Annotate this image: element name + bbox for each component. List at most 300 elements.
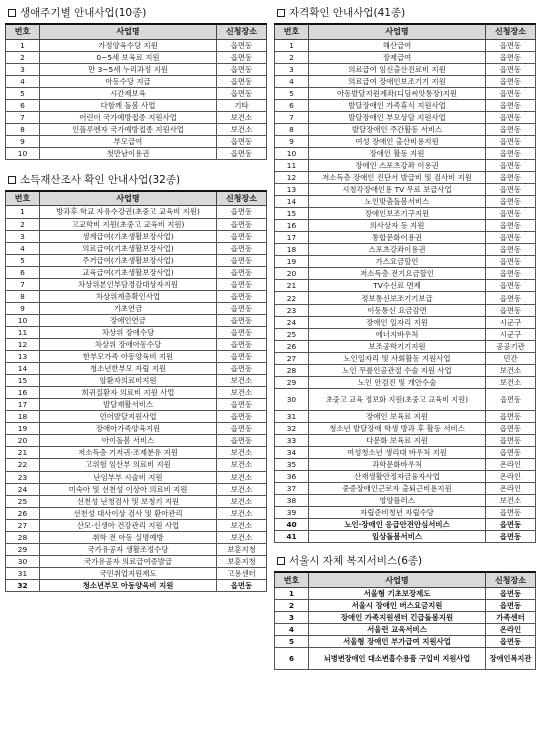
row-number: 14 (6, 363, 40, 375)
row-number: 6 (275, 648, 309, 670)
row-apply-place: 읍면동 (486, 39, 536, 51)
header-number: 번호 (6, 191, 40, 206)
row-program-name: 의사상자 등 지원 (309, 220, 486, 232)
row-apply-place: 읍면동 (217, 266, 267, 278)
row-number: 14 (275, 196, 309, 208)
table-row (275, 388, 536, 410)
row-number: 26 (275, 340, 309, 352)
row-number: 6 (6, 99, 40, 111)
row-program-name: 노인맞춤돌봄서비스 (309, 196, 486, 208)
row-apply-place: 읍면동 (217, 75, 267, 87)
row-apply-place: 보건소 (217, 111, 267, 123)
row-apply-place: 읍면동 (486, 304, 536, 316)
table-row (6, 206, 267, 218)
row-program-name: 서울형 기초보장제도 (309, 587, 486, 599)
row-apply-place: 읍면동 (217, 218, 267, 230)
section-title-text: 자격확인 안내사업(41종) (289, 7, 406, 19)
row-apply-place: 보건소 (217, 531, 267, 543)
row-number: 32 (275, 422, 309, 434)
row-number: 11 (275, 159, 309, 171)
row-program-name: 발달재활서비스 (40, 399, 217, 411)
row-number: 13 (6, 351, 40, 363)
table-row (275, 519, 536, 531)
row-program-name: 에너지바우처 (309, 328, 486, 340)
row-apply-place: 읍면동 (217, 147, 267, 159)
row-apply-place: 온라인 (486, 483, 536, 495)
table-row (275, 268, 536, 280)
row-number: 27 (275, 352, 309, 364)
row-apply-place: 읍면동 (217, 63, 267, 75)
row-apply-place: 시군구 (486, 328, 536, 340)
row-apply-place: 읍면동 (486, 434, 536, 446)
row-program-name: 장애인 일자리 지원 (309, 316, 486, 328)
row-apply-place: 읍면동 (217, 51, 267, 63)
table-row (275, 531, 536, 543)
table-row (275, 434, 536, 446)
row-apply-place: 보건소 (217, 507, 267, 519)
row-apply-place: 읍면동 (486, 268, 536, 280)
row-apply-place: 읍면동 (217, 351, 267, 363)
table-row (275, 208, 536, 220)
row-program-name: 교육급여(기초생활보장사업) (40, 266, 217, 278)
section-title-seoul (274, 551, 536, 571)
row-number: 3 (275, 611, 309, 623)
row-number: 9 (6, 135, 40, 147)
row-program-name: 다문화 보육료 지원 (309, 434, 486, 446)
row-number: 2 (6, 51, 40, 63)
row-program-name: 주거급여(기초생활보장사업) (40, 254, 217, 266)
row-number: 12 (275, 172, 309, 184)
table-row (275, 304, 536, 316)
row-program-name: 장애인 가족지원센터 긴급돌봄지원 (309, 611, 486, 623)
row-apply-place: 온라인 (486, 471, 536, 483)
row-apply-place: 읍면동 (486, 147, 536, 159)
table-row (6, 435, 267, 447)
row-number: 1 (275, 587, 309, 599)
table-row (275, 471, 536, 483)
row-number: 20 (6, 435, 40, 447)
row-apply-place: 가족센터 (486, 611, 536, 623)
section-title-text: 서울시 자체 복지서비스(6종) (289, 555, 423, 568)
checkbox-square-icon (8, 9, 16, 17)
row-number: 5 (275, 87, 309, 99)
row-apply-place: 읍면동 (217, 399, 267, 411)
row-number: 36 (275, 471, 309, 483)
table-row (275, 99, 536, 111)
table-row (275, 292, 536, 304)
header-program: 사업명 (40, 24, 217, 39)
row-program-name: 차상위 장애아동수당 (40, 338, 217, 350)
header-place: 신청장소 (217, 191, 267, 206)
row-apply-place: 읍면동 (217, 579, 267, 591)
row-apply-place: 읍면동 (486, 410, 536, 422)
row-apply-place: 읍면동 (486, 388, 536, 410)
table-row (6, 51, 267, 63)
row-apply-place: 읍면동 (217, 314, 267, 326)
table-row (6, 218, 267, 230)
row-program-name: 청소년한부모 자립 지원 (40, 363, 217, 375)
row-number: 2 (6, 218, 40, 230)
row-apply-place: 읍면동 (217, 87, 267, 99)
left-column (5, 3, 267, 592)
row-program-name: 인플루엔자 국가예방접종 지원사업 (40, 123, 217, 135)
table-lifecycle (5, 23, 267, 160)
row-apply-place: 보건소 (486, 376, 536, 388)
row-apply-place: 보건소 (217, 387, 267, 399)
row-number: 4 (275, 624, 309, 636)
row-program-name: 청소년 발달장애 학생 방과 후 활동 서비스 (309, 422, 486, 434)
table-row (6, 543, 267, 555)
table-row (275, 364, 536, 376)
row-program-name: 여성청소년 생리대 바우처 지원 (309, 447, 486, 459)
table-row (6, 531, 267, 543)
section-title-eligibility (274, 3, 536, 23)
section-title-lifecycle (5, 3, 267, 23)
row-number: 18 (6, 411, 40, 423)
row-program-name: 발달장애인 부모상담 지원사업 (309, 111, 486, 123)
row-apply-place: 시군구 (486, 316, 536, 328)
table-row (6, 519, 267, 531)
row-number: 20 (275, 268, 309, 280)
row-number: 8 (6, 290, 40, 302)
row-number: 7 (6, 278, 40, 290)
header-program: 사업명 (40, 191, 217, 206)
row-program-name: 장애아가족양육지원 (40, 423, 217, 435)
row-number: 12 (6, 338, 40, 350)
row-program-name: 시청각장애인용 TV 무료 보급사업 (309, 184, 486, 196)
row-number: 17 (6, 399, 40, 411)
row-number: 3 (275, 63, 309, 75)
table-row (6, 363, 267, 375)
row-apply-place: 읍면동 (486, 87, 536, 99)
row-number: 22 (275, 292, 309, 304)
row-number: 39 (275, 507, 309, 519)
row-number: 3 (6, 63, 40, 75)
row-number: 8 (6, 123, 40, 135)
row-number: 10 (6, 314, 40, 326)
row-apply-place: 읍면동 (486, 636, 536, 648)
row-number: 29 (6, 543, 40, 555)
row-apply-place: 읍면동 (217, 423, 267, 435)
row-apply-place: 읍면동 (486, 422, 536, 434)
row-program-name: 발달장애인 가족휴식 지원사업 (309, 99, 486, 111)
row-number: 9 (6, 302, 40, 314)
row-apply-place: 장애인복지관 (486, 648, 536, 670)
row-apply-place: 읍면동 (486, 196, 536, 208)
row-apply-place: 읍면동 (217, 230, 267, 242)
row-program-name: 가스요금할인 (309, 256, 486, 268)
table-row (6, 399, 267, 411)
row-number: 34 (275, 447, 309, 459)
row-number: 1 (275, 39, 309, 51)
row-program-name: 산모·신생아 건강관리 지원 사업 (40, 519, 217, 531)
row-number: 24 (275, 316, 309, 328)
row-program-name: 노인일자리 및 사회활동 지원사업 (309, 352, 486, 364)
row-number: 19 (6, 423, 40, 435)
table-row (275, 422, 536, 434)
row-number: 37 (275, 483, 309, 495)
row-apply-place: 읍면동 (486, 51, 536, 63)
table-row (275, 495, 536, 507)
row-program-name: 장애인보조기구지원 (309, 208, 486, 220)
section-title-text: 소득재산조사 확인 안내사업(32종) (20, 173, 181, 186)
row-apply-place: 읍면동 (486, 232, 536, 244)
row-program-name: 국가유공자 생활조정수당 (40, 543, 217, 555)
row-program-name: 장애인 보육료 지원 (309, 410, 486, 422)
right-column (274, 3, 536, 670)
row-apply-place: 읍면동 (486, 172, 536, 184)
row-number: 1 (6, 206, 40, 218)
row-program-name: 일상돌봄서비스 (309, 531, 486, 543)
row-number: 7 (275, 111, 309, 123)
row-number: 5 (275, 636, 309, 648)
header-number: 번호 (275, 572, 309, 587)
row-apply-place: 읍면동 (217, 242, 267, 254)
table-row (275, 196, 536, 208)
row-apply-place: 읍면동 (217, 278, 267, 290)
row-program-name: 0~5세 보육료 지원 (40, 51, 217, 63)
row-program-name: 생계급여(기초생활보장사업) (40, 230, 217, 242)
row-number: 23 (275, 304, 309, 316)
table-row (275, 352, 536, 364)
row-apply-place: 보건소 (217, 459, 267, 471)
header-program: 사업명 (309, 572, 486, 587)
table-row (6, 459, 267, 471)
row-program-name: 아이돌봄 서비스 (40, 435, 217, 447)
table-row (275, 611, 536, 623)
table-row (6, 278, 267, 290)
row-number: 4 (6, 242, 40, 254)
table-row (6, 63, 267, 75)
row-apply-place: 읍면동 (217, 302, 267, 314)
row-number: 7 (6, 111, 40, 123)
table-row (6, 123, 267, 135)
table-row (6, 230, 267, 242)
row-program-name: 다함께 돌봄 사업 (40, 99, 217, 111)
row-number: 2 (275, 51, 309, 63)
row-program-name: 희귀질환자 의료비 지원 사업 (40, 387, 217, 399)
row-program-name: 서울형 장애인 부가급여 지원사업 (309, 636, 486, 648)
row-number: 19 (275, 256, 309, 268)
table-row (275, 376, 536, 388)
row-number: 10 (6, 147, 40, 159)
table-row (6, 326, 267, 338)
section-title-income (5, 170, 267, 190)
table-row (275, 280, 536, 292)
row-apply-place: 읍면동 (486, 63, 536, 75)
row-apply-place: 고용센터 (217, 567, 267, 579)
row-apply-place: 읍면동 (486, 75, 536, 87)
table-row (6, 447, 267, 459)
row-program-name: 난임부부 시술비 지원 (40, 471, 217, 483)
row-program-name: 어린이 국가예방접종 지원사업 (40, 111, 217, 123)
row-apply-place: 읍면동 (486, 123, 536, 135)
row-program-name: 한부모가족 아동양육비 지원 (40, 351, 217, 363)
row-program-name: 서울런 교육서비스 (309, 624, 486, 636)
row-program-name: 청소년부모 아동양육비 지원 (40, 579, 217, 591)
table-row (275, 328, 536, 340)
row-program-name: 노인·장애인 응급안전안심서비스 (309, 519, 486, 531)
row-apply-place: 보건소 (217, 471, 267, 483)
row-program-name: 방과후 학교 자유수강권(초중고 교육비 지원) (40, 206, 217, 218)
table-row (6, 338, 267, 350)
row-number: 16 (275, 220, 309, 232)
row-number: 10 (275, 147, 309, 159)
row-number: 13 (275, 184, 309, 196)
row-program-name: 가정양육수당 지원 (40, 39, 217, 51)
row-apply-place: 읍면동 (217, 326, 267, 338)
table-row (6, 375, 267, 387)
table-row (275, 587, 536, 599)
table-header-row (275, 572, 536, 587)
row-program-name: 장애인 활동 지원 (309, 147, 486, 159)
table-row (275, 51, 536, 63)
row-apply-place: 읍면동 (217, 411, 267, 423)
row-number: 26 (6, 507, 40, 519)
row-apply-place: 보건소 (217, 519, 267, 531)
row-number: 30 (6, 555, 40, 567)
row-apply-place: 보훈지청 (217, 555, 267, 567)
row-number: 35 (275, 459, 309, 471)
row-apply-place: 읍면동 (486, 519, 536, 531)
row-program-name: 여성 장애인 출산비용지원 (309, 135, 486, 147)
table-row (6, 242, 267, 254)
table-row (6, 483, 267, 495)
row-apply-place: 읍면동 (486, 587, 536, 599)
row-apply-place: 공공기관 (486, 340, 536, 352)
row-number: 21 (275, 280, 309, 292)
row-program-name: 취학 전 아동 실명예방 (40, 531, 217, 543)
row-program-name: 고교학비 지원(초중고 교육비 지원) (40, 218, 217, 230)
row-program-name: 이동통신 요금감면 (309, 304, 486, 316)
table-row (6, 507, 267, 519)
row-number: 5 (6, 254, 40, 266)
table-header-row (6, 191, 267, 206)
table-row (275, 340, 536, 352)
table-row (6, 111, 267, 123)
row-apply-place: 보건소 (217, 483, 267, 495)
row-program-name: 과학문화바우처 (309, 459, 486, 471)
row-number: 41 (275, 531, 309, 543)
header-place: 신청장소 (217, 24, 267, 39)
table-header-row (6, 24, 267, 39)
header-place: 신청장소 (486, 24, 536, 39)
row-apply-place: 읍면동 (486, 184, 536, 196)
table-row (275, 459, 536, 471)
row-number: 2 (275, 599, 309, 611)
row-number: 16 (6, 387, 40, 399)
row-number: 24 (6, 483, 40, 495)
row-program-name: 암환자의료비지원 (40, 375, 217, 387)
row-apply-place: 보훈지청 (217, 543, 267, 555)
table-row (6, 135, 267, 147)
row-program-name: 아동발달지원계좌(디딤씨앗통장)지원 (309, 87, 486, 99)
row-program-name: 뇌병변장애인 대소변흡수용품 구입비 지원사업 (309, 648, 486, 670)
row-apply-place: 읍면동 (217, 254, 267, 266)
row-number: 25 (275, 328, 309, 340)
row-program-name: 아동수당 지급 (40, 75, 217, 87)
row-program-name: 저소득층 전기요금할인 (309, 268, 486, 280)
row-apply-place: 읍면동 (486, 220, 536, 232)
header-number: 번호 (6, 24, 40, 39)
table-row (275, 39, 536, 51)
row-number: 29 (275, 376, 309, 388)
row-apply-place: 읍면동 (217, 338, 267, 350)
row-program-name: 저소득층 장애인 진단서 발급비 및 검사비 지원 (309, 172, 486, 184)
table-row (6, 555, 267, 567)
row-number: 32 (6, 579, 40, 591)
row-number: 25 (6, 495, 40, 507)
table-row (6, 39, 267, 51)
row-program-name: 시간제보육 (40, 87, 217, 99)
table-row (6, 87, 267, 99)
row-apply-place: 읍면동 (486, 208, 536, 220)
row-apply-place: 읍면동 (486, 447, 536, 459)
table-income (5, 190, 267, 592)
table-row (6, 266, 267, 278)
row-apply-place: 읍면동 (486, 159, 536, 171)
row-number: 8 (275, 123, 309, 135)
row-apply-place: 보건소 (217, 123, 267, 135)
row-apply-place: 온라인 (486, 459, 536, 471)
row-apply-place: 읍면동 (486, 135, 536, 147)
row-program-name: 언어발달지원사업 (40, 411, 217, 423)
table-header-row (275, 24, 536, 39)
header-place: 신청장소 (486, 572, 536, 587)
table-eligibility (274, 23, 536, 543)
row-number: 38 (275, 495, 309, 507)
row-apply-place: 보건소 (217, 447, 267, 459)
header-number: 번호 (275, 24, 309, 39)
row-number: 5 (6, 87, 40, 99)
table-row (6, 387, 267, 399)
row-program-name: 부모급여 (40, 135, 217, 147)
table-row (6, 302, 267, 314)
table-row (275, 507, 536, 519)
row-program-name: 초중고 교육 정보화 지원(초중고 교육비 지원) (309, 388, 486, 410)
row-number: 21 (6, 447, 40, 459)
row-program-name: 노인 무릎인공관절 수술 지원 사업 (309, 364, 486, 376)
row-apply-place: 읍면동 (486, 244, 536, 256)
section-title-text: 생애주기별 안내사업(10종) (20, 7, 147, 19)
row-program-name: 발달장애인 주간활동 서비스 (309, 123, 486, 135)
row-apply-place: 읍면동 (486, 99, 536, 111)
table-row (275, 316, 536, 328)
table-row (6, 411, 267, 423)
table-row (275, 624, 536, 636)
row-number: 15 (6, 375, 40, 387)
row-program-name: 통합문화이용권 (309, 232, 486, 244)
checkbox-square-icon (8, 176, 16, 184)
row-program-name: 선천성 난청검사 및 보청기 지원 (40, 495, 217, 507)
row-number: 40 (275, 519, 309, 531)
row-program-name: 장애인연금 (40, 314, 217, 326)
table-row (275, 256, 536, 268)
row-program-name: 중증장애인근로자 출퇴근비용지원 (309, 483, 486, 495)
row-program-name: 산재생활안정자금융자사업 (309, 471, 486, 483)
table-row (275, 410, 536, 422)
row-number: 6 (6, 266, 40, 278)
row-apply-place: 온라인 (486, 624, 536, 636)
row-apply-place: 읍면동 (486, 507, 536, 519)
row-program-name: 고위험 임산부 의료비 지원 (40, 459, 217, 471)
row-program-name: 자립준비청년 자립수당 (309, 507, 486, 519)
table-row (6, 314, 267, 326)
row-program-name: 국민취업지원제도 (40, 567, 217, 579)
table-row (275, 135, 536, 147)
row-number: 30 (275, 388, 309, 410)
row-apply-place: 읍면동 (217, 363, 267, 375)
